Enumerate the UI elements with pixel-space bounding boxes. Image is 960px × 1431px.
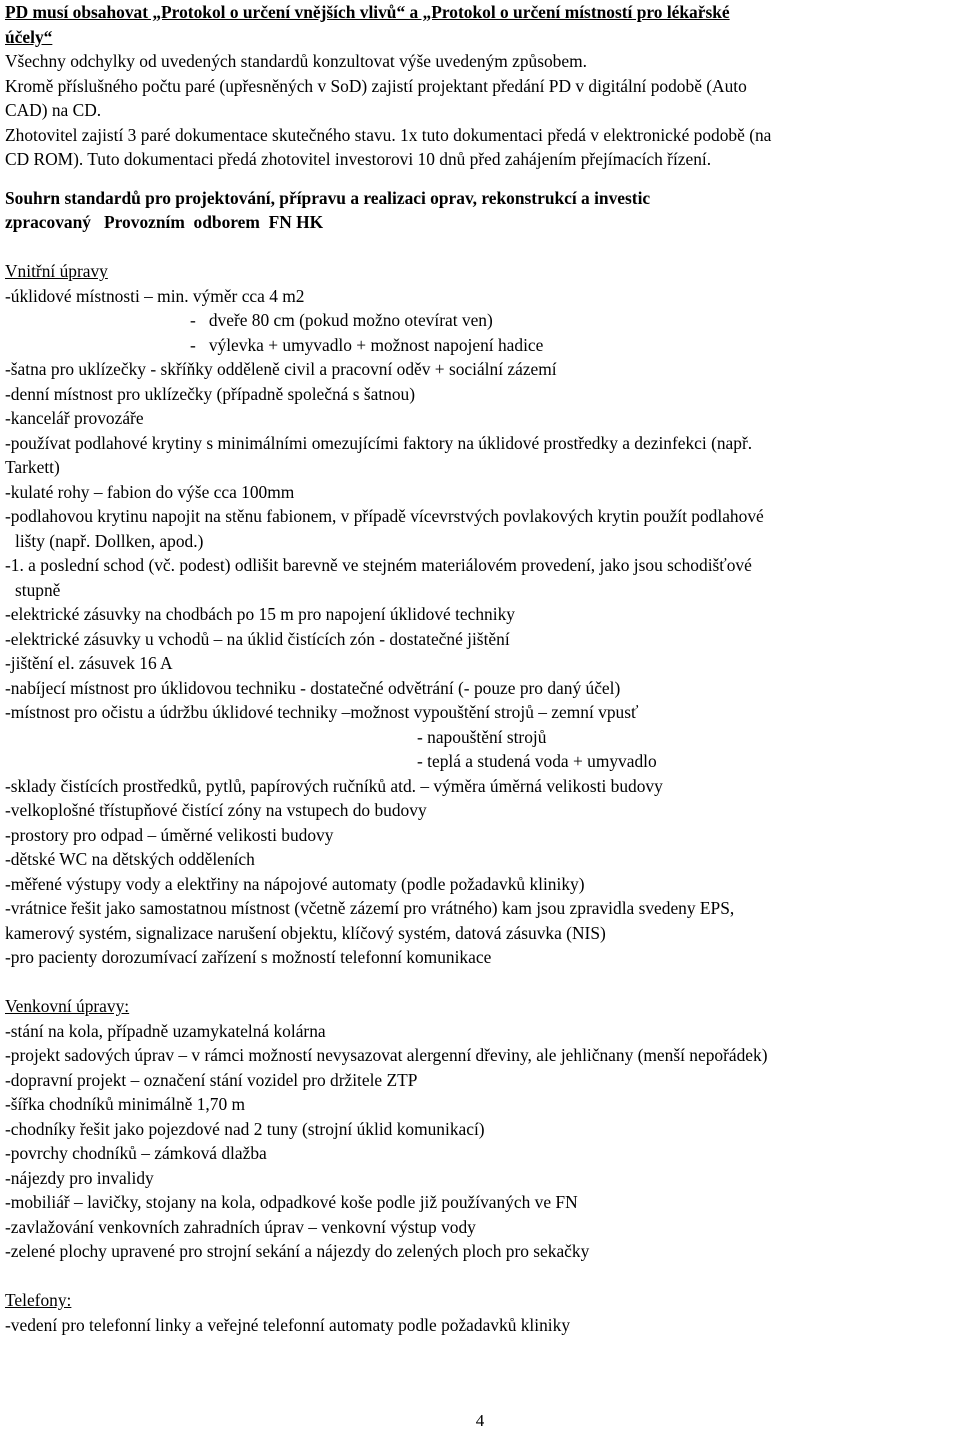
summary-title-line1: Souhrn standardů pro projektování, přípravu a realizaci oprav, rekonstrukcí a investic: [5, 187, 651, 208]
list-item: -dopravní projekt – označení stání vozidel pro držitele ZTP: [5, 1069, 418, 1090]
list-item: -používat podlahové krytiny s minimálními omezujícími faktory na úklidové prostředky a dezinfekci (např.: [5, 432, 753, 453]
list-item: -pro pacienty dorozumívací zařízení s možností telefonní komunikace: [5, 947, 492, 967]
intro-line: CAD) na CD.: [5, 100, 102, 120]
list-item: -elektrické zásuvky na chodbách po 15 m pro napojení úklidové techniky: [5, 604, 515, 624]
list-item: -elektrické zásuvky u vchodů – na úklid čistících zón - dostatečné jištění: [5, 628, 510, 649]
interior-heading: Vnitřní úpravy: [5, 261, 108, 281]
list-item: -denní místnost pro uklízečky (případně společná s šatnou): [5, 383, 416, 404]
list-item: -vedení pro telefonní linky a veřejné telefonní automaty podle požadavků kliniky: [5, 1314, 571, 1335]
list-item: -úklidové místnosti – min. výměr cca 4 m2: [5, 285, 305, 306]
intro-line: Kromě příslušného počtu paré (upřesněných v SoD) zajistí projektant předání PD v digitální podobě (Auto: [5, 75, 747, 96]
list-item: -zelené plochy upravené pro strojní sekání a nájezdy do zelených ploch pro sekačky: [5, 1241, 590, 1261]
list-item: -vrátnice řešit jako samostatnou místnost (včetně zázemí pro vrátného) kam jsou zpravidla svedeny EPS,: [5, 898, 735, 918]
list-item: -kancelář provozáře: [5, 408, 144, 428]
list-item: -povrchy chodníků – zámková dlažba: [5, 1143, 267, 1163]
list-item: -prostory pro odpad – úměrné velikosti budovy: [5, 824, 334, 845]
intro-line: CD ROM). Tuto dokumentaci předá zhotovitel investorovi 10 dnů před zahájením přejímacích řízení.: [5, 149, 712, 169]
list-item: -místnost pro očistu a údržbu úklidové techniky –možnost vypouštění strojů – zemní vpusť: [5, 702, 639, 722]
list-item: -stání na kola, případně uzamykatelná kolárna: [5, 1020, 326, 1041]
list-item: -kulaté rohy – fabion do výše cca 100mm: [5, 481, 295, 502]
summary-title-line2: zpracovaný Provozním odborem FN HK: [5, 212, 324, 232]
list-item-continuation: Tarkett): [5, 457, 60, 477]
sub-list-item: - teplá a studená voda + umyvadlo: [417, 751, 657, 771]
phones-heading: Telefony:: [5, 1290, 72, 1310]
list-item: -1. a poslední schod (vč. podest) odlišit barevně ve stejném materiálovém provedení, jako jsou schodišťové: [5, 555, 752, 575]
page-number: 4: [475, 1411, 485, 1430]
list-item: -chodníky řešit jako pojezdové nad 2 tuny (strojní úklid komunikací): [5, 1118, 485, 1139]
list-item: -jištění el. zásuvek 16 A: [5, 653, 173, 673]
list-item: -nabíjecí místnost pro úklidovou techniku - dostatečné odvětrání (- pouze pro daný účel): [5, 677, 621, 698]
list-item: -nájezdy pro invalidy: [5, 1167, 154, 1188]
list-item: -sklady čistících prostředků, pytlů, papírových ručníků atd. – výměra úměrná velikosti budovy: [5, 775, 663, 796]
list-item: -mobiliář – lavičky, stojany na kola, odpadkové koše podle již používaných ve FN: [5, 1192, 578, 1212]
intro-line: Zhotovitel zajistí 3 paré dokumentace skutečného stavu. 1x tuto dokumentaci předá v elektronické podobě (na: [5, 124, 772, 145]
list-item: -dětské WC na dětských odděleních: [5, 849, 255, 869]
list-item-continuation: lišty (např. Dollken, apod.): [15, 530, 204, 551]
exterior-heading: Venkovní úpravy:: [5, 996, 130, 1016]
sub-list-item: - dveře 80 cm (pokud možno otevírat ven): [190, 310, 493, 330]
protocol-heading-line2: účely“: [5, 26, 53, 47]
list-item: -měřené výstupy vody a elektřiny na nápojové automaty (podle požadavků kliniky): [5, 873, 585, 894]
list-item-continuation: stupně: [15, 579, 61, 600]
list-item: -velkoplošné třístupňové čistící zóny na vstupech do budovy: [5, 800, 427, 820]
list-item: -šířka chodníků minimálně 1,70 m: [5, 1094, 246, 1114]
sub-list-item: - napouštění strojů: [417, 726, 547, 747]
list-item: -podlahovou krytinu napojit na stěnu fabionem, v případě vícevrstvých povlakových krytin použít podlahové: [5, 506, 764, 526]
protocol-heading-line1: PD musí obsahovat „Protokol o určení vnějších vlivů“ a „Protokol o určení místností pro lékařské: [5, 2, 730, 22]
list-item: -šatna pro uklízečky - skříňky odděleně civil a pracovní oděv + sociální zázemí: [5, 359, 557, 379]
sub-list-item: - výlevka + umyvadlo + možnost napojení hadice: [190, 334, 544, 355]
document-page: [5, 0, 950, 1337]
list-item: -projekt sadových úprav – v rámci možností nevysazovat alergenní dřeviny, ale jehličnany (menší nepořádek): [5, 1045, 768, 1065]
intro-line: Všechny odchylky od uvedených standardů konzultovat výše uvedeným způsobem.: [5, 51, 587, 71]
list-item: -zavlažování venkovních zahradních úprav – venkovní výstup vody: [5, 1216, 476, 1237]
list-item-continuation: kamerový systém, signalizace narušení objektu, klíčový systém, datová zásuvka (NIS): [5, 922, 606, 943]
